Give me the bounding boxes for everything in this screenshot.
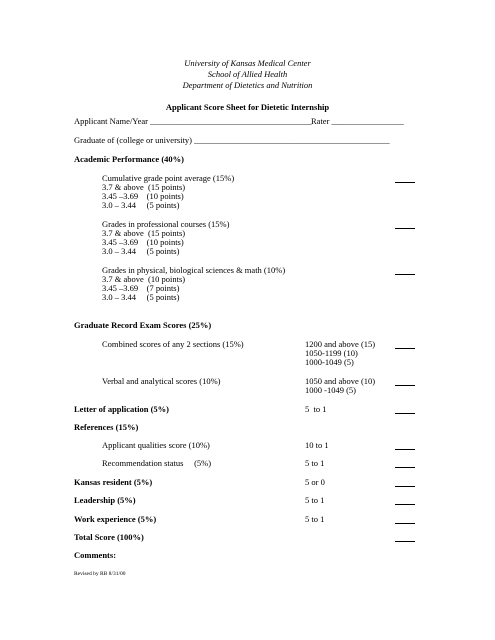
kansas-label: Kansas resident (5%) [74,477,153,487]
professional-title: Grades in professional courses (15%) [102,219,230,229]
work-label: Work experience (5%) [74,514,157,524]
total-label: Total Score (100%) [74,532,144,542]
revision-note: Revised by RB 8/31/00 [74,571,126,577]
gpa-line: 3.7 & above (15 points) [102,182,186,192]
gpa-line: 3.0 – 3.44 (5 points) [102,200,180,210]
professional-score-blank[interactable] [395,219,415,229]
professional-line: 3.7 & above (15 points) [102,228,186,238]
graduate-of-field[interactable]: Graduate of (college or university) ______________________________________________ [74,135,390,145]
academic-heading: Academic Performance (40%) [74,154,184,164]
leadership-scale: 5 to 1 [305,495,325,505]
gre-combined-label: Combined scores of any 2 sections (15%) [102,339,244,349]
gre-combined-score: 1000-1049 (5) [305,357,354,367]
science-line: 3.45 –3.69 (7 points) [102,283,180,293]
applicant-name-field[interactable]: Applicant Name/Year ______________________________________ [74,116,312,126]
gre-heading: Graduate Record Exam Scores (25%) [74,320,212,330]
page-title: Applicant Score Sheet for Dietetic Internship [165,102,330,112]
kansas-blank[interactable] [395,477,415,487]
gre-verbal-score: 1050 and above (10) [305,376,376,386]
gpa-score-blank[interactable] [395,173,415,183]
letter-blank[interactable] [395,404,415,414]
letter-scale: 5 to 1 [305,404,327,414]
comments-label: Comments: [74,550,117,560]
qualities-blank[interactable] [395,440,415,450]
gre-combined-score: 1050-1199 (10) [305,348,358,358]
references-heading: References (15%) [74,422,139,432]
qualities-scale: 10 to 1 [305,440,329,450]
work-scale: 5 to 1 [305,514,325,524]
gpa-line: 3.45 –3.69 (10 points) [102,191,184,201]
science-line: 3.7 & above (10 points) [102,274,186,284]
kansas-scale: 5 or 0 [305,477,325,487]
department-name: Department of Dietetics and Nutrition [182,80,313,90]
qualities-label: Applicant qualities score (10%) [102,440,210,450]
science-title: Grades in physical, biological sciences & math (10%) [102,265,286,275]
gpa-title: Cumulative grade point average (15%) [102,173,235,183]
recommendation-scale: 5 to 1 [305,458,325,468]
gre-combined-blank[interactable] [395,339,415,349]
institution-name: University of Kansas Medical Center [184,58,311,68]
gre-verbal-blank[interactable] [395,376,415,386]
letter-label: Letter of application (5%) [74,404,169,414]
professional-line: 3.45 –3.69 (10 points) [102,237,184,247]
science-score-blank[interactable] [395,265,415,275]
leadership-blank[interactable] [395,495,415,505]
leadership-label: Leadership (5%) [74,495,136,505]
school-name: School of Allied Health [207,69,288,79]
gre-verbal-label: Verbal and analytical scores (10%) [102,376,221,386]
recommendation-label: Recommendation status (5%) [102,458,212,468]
gre-verbal-score: 1000 -1049 (5) [305,385,356,395]
gre-combined-score: 1200 and above (15) [305,339,376,349]
total-blank[interactable] [395,532,415,542]
recommendation-blank[interactable] [395,458,415,468]
professional-line: 3.0 – 3.44 (5 points) [102,246,180,256]
rater-field[interactable]: Rater _________________ [311,116,404,126]
science-line: 3.0 – 3.44 (5 points) [102,292,180,302]
work-blank[interactable] [395,514,415,524]
